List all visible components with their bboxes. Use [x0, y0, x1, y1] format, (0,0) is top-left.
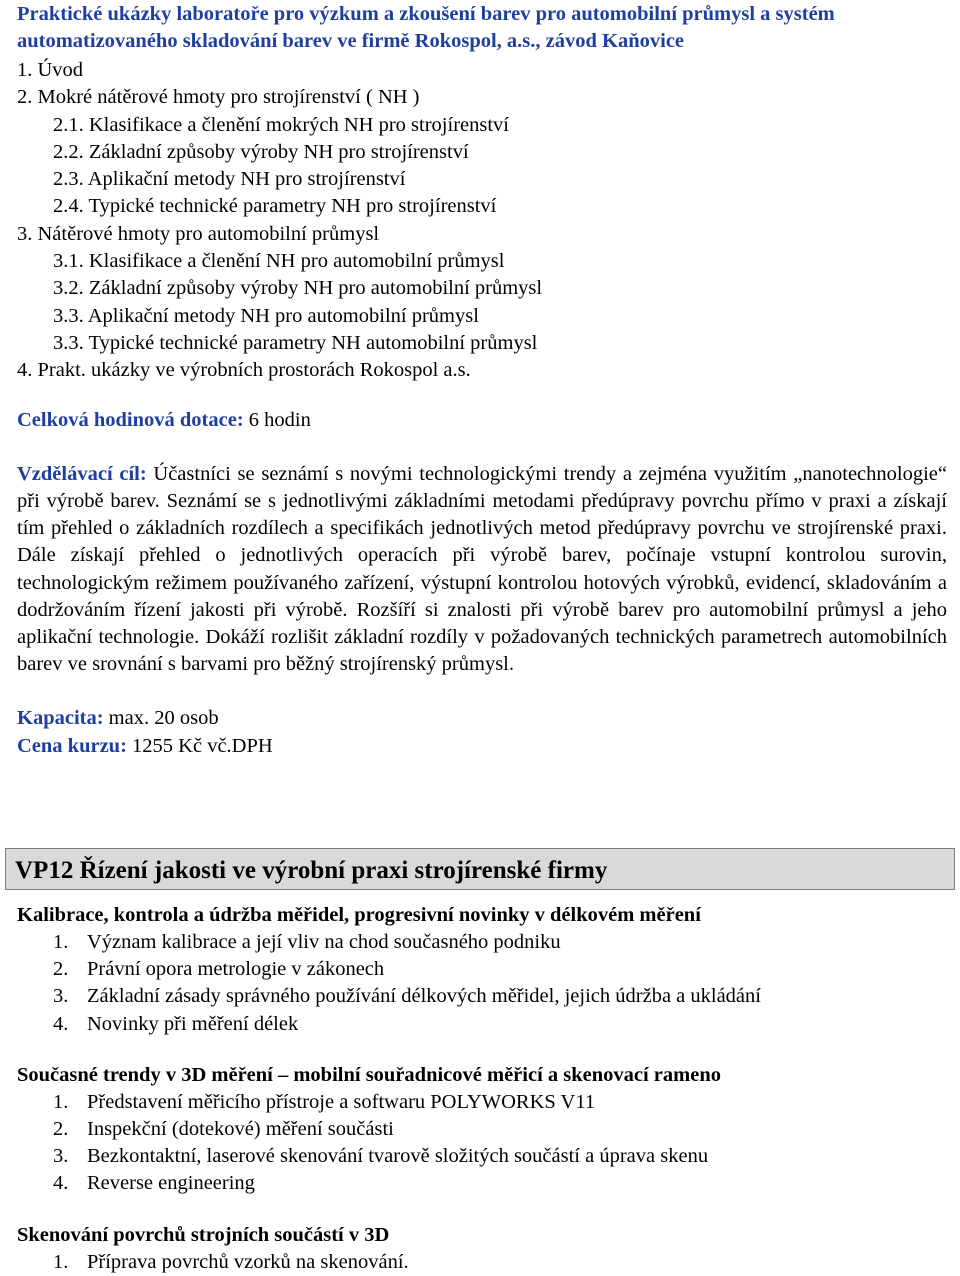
list-item: 4. Novinky při měření délek [53, 1012, 299, 1035]
document-title: Praktické ukázky laboratoře pro výzkum a zkoušení barev pro automobilní průmysl a systém automatizovaného skladování barev ve firmě Rokospol, a.s., závod Kaňovice [17, 3, 835, 52]
goal-label: Vzdělávací cíl: [17, 462, 147, 485]
toc-item: 2.3. Aplikační metody NH pro strojírenství [53, 168, 406, 191]
capacity-line [17, 705, 947, 732]
list-item: 4. Reverse engineering [53, 1172, 255, 1195]
price-line [17, 733, 947, 760]
course-sections [17, 902, 947, 1276]
section-heading: Skenování povrchů strojních součástí v 3D [17, 1223, 390, 1246]
section-heading: Současné trendy v 3D měření – mobilní souřadnicové měřicí a skenovací rameno [17, 1063, 721, 1086]
list-item: 2. Právní opora metrologie v zákonech [53, 958, 385, 981]
goal-paragraph [17, 461, 947, 679]
table-of-contents [17, 57, 947, 385]
toc-item: 3.3. Aplikační metody NH pro automobilní průmysl [53, 304, 479, 327]
capacity-label: Kapacita: [17, 707, 104, 730]
section-list [17, 1249, 947, 1276]
toc-item: 3. Nátěrové hmoty pro automobilní průmysl [17, 222, 380, 245]
section-heading: Kalibrace, kontrola a údržba měřidel, progresivní novinky v délkovém měření [17, 904, 701, 926]
toc-item: 3.1. Klasifikace a členění NH pro automobilní průmysl [53, 250, 505, 273]
toc-item: 2.2. Základní způsoby výroby NH pro strojírenství [53, 140, 469, 163]
toc-item: 1. Úvod [17, 59, 84, 81]
hours-label: Celková hodinová dotace: [17, 408, 244, 431]
section-list [17, 1089, 947, 1198]
toc-item: 2. Mokré nátěrové hmoty pro strojírenství ( NH ) [17, 86, 420, 109]
list-item: 1. Význam kalibrace a její vliv na chod současného podniku [53, 931, 561, 953]
toc-item: 2.1. Klasifikace a členění mokrých NH pro strojírenství [53, 113, 509, 136]
toc-item: 2.4. Typické technické parametry NH pro strojírenství [53, 195, 497, 218]
toc-item: 3.3. Typické technické parametry NH automobilní průmysl [53, 331, 538, 354]
price-value: 1255 Kč vč.DPH [126, 734, 273, 757]
section-surface-scanning [17, 1222, 947, 1276]
list-item: 3. Základní zásady správného používání délkových měřidel, jejich údržba a ukládání [53, 985, 761, 1008]
goal-text: Účastníci se seznámí s novými technologickými trendy a zejména využitím „nanotechnologie“ při výrobě barev. Seznámí se s jednotlivými základními metodami předúpravy povrchu přímo v praxi a získají tím přehled o základních rozdílech a specifikách jednotlivých metod předúpravy povrchu ve strojírenské praxi. Dále získají přehled o jednotlivých operacích při výrobě barev, počínaje vstupní kontrolou surovin, technologickým režimem používaného zařízení, výstupní kontrolou hotových výrobků, evidencí, skladováním a dodržováním řízení jakosti při výrobě. Rozšíří si znalosti při výrobě barev pro automobilní průmysl a jeho aplikační technologie. Dokáží rozlišit základní rozdíly v požadovaných technických parametrech automobilních barev ve srovnání s barvami pro běžný strojírenský průmysl. [17, 462, 947, 676]
capacity-value: max. 20 osob [103, 707, 219, 730]
section-3d-measurement [17, 1062, 947, 1198]
list-item: 1. Představení měřicího přístroje a softwaru POLYWORKS V11 [53, 1090, 596, 1113]
list-item: 1. Příprava povrchů vzorků na skenování. [53, 1250, 409, 1273]
hours-line [17, 407, 947, 434]
hours-value: 6 hodin [243, 408, 311, 431]
document-body [17, 0, 947, 760]
section-list [17, 929, 947, 1038]
price-label: Cena kurzu: [17, 734, 127, 757]
list-item: 3. Bezkontaktní, laserové skenování tvarově složitých součástí a úprava skenu [53, 1145, 709, 1168]
section-banner-title: VP12 Řízení jakosti ve výrobní praxi strojírenské firmy [15, 857, 608, 884]
toc-item: 3.2. Základní způsoby výroby NH pro automobilní průmysl [53, 277, 543, 300]
section-calibration [17, 902, 947, 1038]
list-item: 2. Inspekční (dotekové) měření součásti [53, 1118, 394, 1141]
toc-item: 4. Prakt. ukázky ve výrobních prostorách Rokospol a.s. [17, 359, 471, 382]
